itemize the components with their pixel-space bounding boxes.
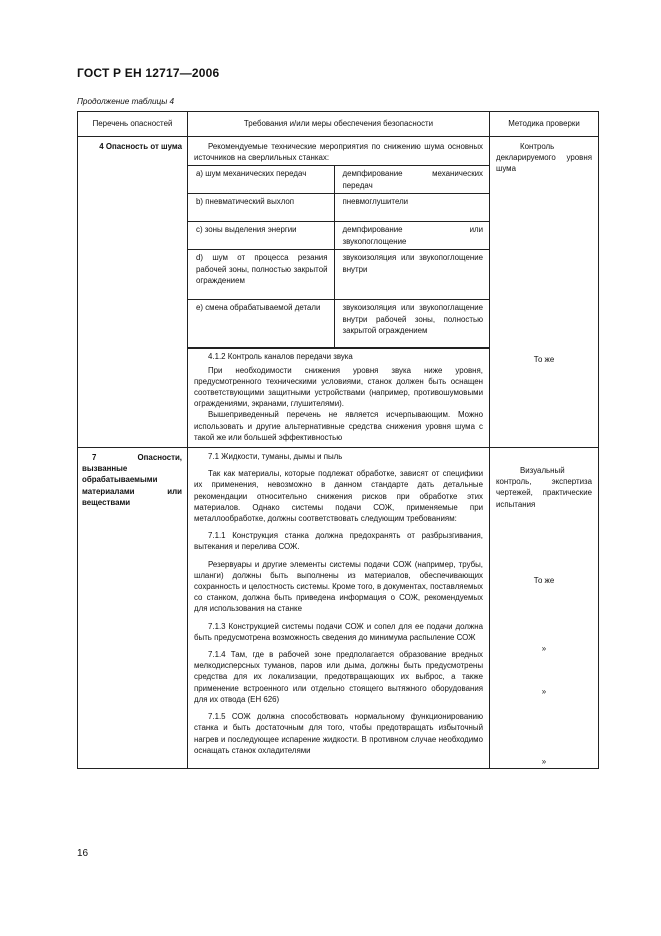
section-7-1-1-paragraph: Резервуары и другие элементы системы подачи СОЖ (например, трубы, шланги) должны быть выполнены из материалов, обеспечивающих сохранность и целостность системы. Кроме того, в документах, поставляемых со станком, должна быть приведена информация о СОЖ, рекомендуемых для использования на станке — [194, 559, 483, 614]
hazard-materials-label: 7 Опасности, вызванные обрабатываемыми материалами или веществами — [82, 453, 182, 507]
noise-measures-table — [188, 165, 489, 348]
col-header-requirements: Требования и/или меры обеспечения безопасности — [188, 112, 490, 137]
document-code: ГОСТ Р ЕН 12717—2006 — [77, 66, 220, 80]
table-header-row — [78, 112, 599, 137]
noise-source: е) смена обрабатываемой детали — [188, 300, 334, 348]
method-noise — [490, 137, 599, 448]
method-materials-visual: Визуальный контроль, экспертиза чертежей, практические испытания — [496, 466, 592, 509]
noise-measure: демпфирование механических передач — [334, 166, 489, 194]
table-row-materials — [78, 448, 599, 769]
method-materials-ditto-1: То же — [533, 575, 555, 585]
section-7-1-3: 7.1.3 Конструкцией системы подачи СОЖ и сопел для ее подачи должна быть предусмотрена возможность сведения до минимума распыление СОЖ — [194, 621, 483, 642]
method-materials-ditto-2: » — [541, 644, 547, 654]
requirements-noise — [188, 137, 490, 448]
method-materials-ditto-3: » — [541, 687, 547, 697]
section-4-1-2-paragraph-1: При необходимости снижения уровня звука ниже уровня, предусмотренного техническими условиями, станок должен быть оснащен соответствующими защитными устройствами (например, противошумовыми ограждениями, экранами, глушителями). — [194, 365, 483, 409]
section-7-1-paragraph: Так как материалы, которые подлежат обработке, зависят от специфики их применения, невозможно в данном стандарте дать детальные рекомендации относительно снижения рисков при обработке этих материалов. Однако системы подачи СОЖ, применяемые при металлообработке, должны соответствовать следующим требованиям: — [194, 469, 483, 524]
table-caption: Продолжение таблицы 4 — [77, 97, 175, 106]
noise-pair-row — [188, 300, 489, 348]
hazard-materials — [78, 448, 188, 769]
col-header-hazards: Перечень опасностей — [78, 112, 188, 137]
noise-pair-row — [188, 250, 489, 300]
method-materials-ditto-4: » — [541, 757, 547, 767]
noise-source: с) зоны выделения энергии — [188, 222, 334, 250]
requirements-materials — [188, 448, 490, 769]
requirements-table — [77, 111, 599, 769]
noise-measure: демпфирование или звукопоглощение — [334, 222, 489, 250]
section-7-1-4: 7.1.4 Там, где в рабочей зоне предполагается образование вредных мелкодисперсных туманов, паров или дыма, должны быть предусмотрены средства для их локализации, предотвращающих их выброс, а также применение встроенного или отдельно стоящего вытяжного оборудования для их отвода (ЕН 626) — [194, 650, 483, 704]
section-4-1-2-paragraph-2: Вышеприведенный перечень не является исчерпывающим. Можно использовать и другие альтернативные средства снижения уровня шума с такой же или большей эффективностью — [194, 410, 483, 442]
noise-pair-row — [188, 194, 489, 222]
noise-measure: звукоизоляция или звукопоглащение внутри рабочей зоны, полностью закрытой ограждением — [334, 300, 489, 348]
section-4-1-2-title: 4.1.2 Контроль каналов передачи звука — [208, 352, 353, 362]
hazard-noise — [78, 137, 188, 448]
noise-pair-row — [188, 222, 489, 250]
col-header-method: Методика проверки — [490, 112, 599, 137]
section-7-1-1: 7.1.1 Конструкция станка должна предохранять от разбрызгивания, вытекания и перелива СОЖ. — [194, 531, 483, 552]
method-materials — [490, 448, 599, 769]
hazard-noise-label: 4 Опасность от шума — [99, 142, 182, 151]
section-7-1-title: 7.1 Жидкости, туманы, дымы и пыль — [208, 452, 343, 462]
noise-intro: Рекомендуемые технические мероприятия по снижению шума основных источников на сверлильных станках: — [194, 142, 483, 163]
noise-source: b) пневматический выхлоп — [188, 194, 334, 222]
method-noise-ditto: То же — [533, 355, 555, 364]
noise-measure: пневмоглушители — [334, 194, 489, 222]
method-noise-declared: Контроль декларируемого уровня шума — [496, 142, 592, 174]
noise-pair-row — [188, 166, 489, 194]
page-number: 16 — [77, 848, 89, 859]
noise-measure: звукоизоляция или звукопоглощение внутри — [334, 250, 489, 300]
table-row-noise — [78, 137, 599, 448]
noise-source: а) шум механических передач — [188, 166, 334, 194]
section-7-1-5: 7.1.5 СОЖ должна способствовать нормальному функционированию станка и быть достаточным для того, чтобы предотвращать избыточный нагрев и последующее испарение жидкости. В противном случае необходимо оснащать станок охладителями — [194, 712, 483, 755]
noise-source: d) шум от процесса резания рабочей зоны, полностью закрытой ограждением — [188, 250, 334, 300]
